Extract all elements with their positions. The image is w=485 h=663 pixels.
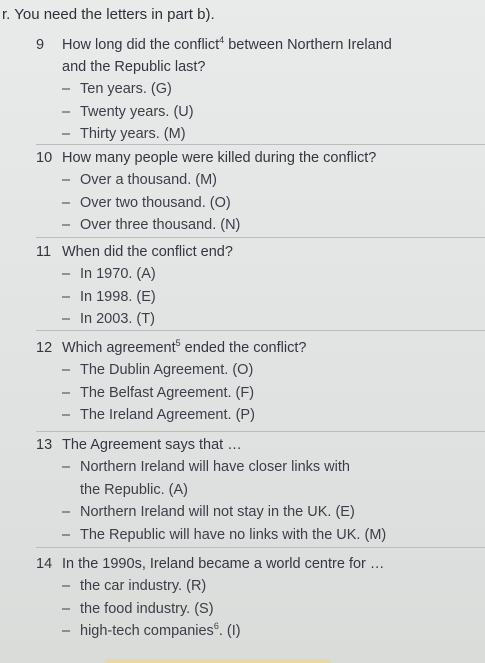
dash: – xyxy=(62,526,71,543)
dash: – xyxy=(62,288,71,305)
dash: – xyxy=(62,126,71,142)
answer-option xyxy=(36,263,476,286)
answer-option xyxy=(36,575,476,598)
dash: – xyxy=(62,384,71,401)
question-number: 10 xyxy=(36,150,53,166)
option-text: Ten years. (G) xyxy=(80,81,172,97)
option-text: The Ireland Agreement. (P) xyxy=(80,407,255,423)
option-text-continued: the Republic. (A) xyxy=(80,481,188,498)
question-text-continued: and the Republic last? xyxy=(62,59,206,75)
answer-option xyxy=(36,524,476,547)
question-13 xyxy=(36,434,476,546)
footnote-marker: 6 xyxy=(213,621,219,631)
dash: – xyxy=(62,311,71,327)
dash: – xyxy=(62,459,71,475)
answer-option xyxy=(36,286,476,309)
option-text: Over three thousand. (N) xyxy=(80,217,241,233)
page-edge-strip xyxy=(105,659,330,663)
divider xyxy=(36,144,485,145)
option-text: Thirty years. (M) xyxy=(80,126,186,142)
question-9 xyxy=(36,34,476,146)
question-text-rest: between Northern Ireland xyxy=(224,37,392,53)
question-number: 9 xyxy=(36,37,45,53)
footnote-marker: 4 xyxy=(219,35,225,45)
question-number: 11 xyxy=(36,244,52,260)
instruction-line: r. You need the letters in part b). xyxy=(2,6,215,23)
dash: – xyxy=(62,407,71,423)
question-number: 13 xyxy=(36,437,53,453)
question-number: 12 xyxy=(36,340,53,356)
option-text: In 1970. (A) xyxy=(80,266,156,282)
question-text: How many people were killed during the conflict? xyxy=(62,150,377,166)
answer-option xyxy=(36,123,476,146)
question-9-line-1 xyxy=(36,34,476,56)
option-text: In 2003. (T) xyxy=(80,311,155,327)
dash: – xyxy=(62,217,71,233)
option-text: The Belfast Agreement. (F) xyxy=(80,384,255,401)
question-12 xyxy=(36,337,476,427)
answer-option xyxy=(36,101,476,124)
answer-option xyxy=(36,404,476,427)
answer-option xyxy=(36,214,476,237)
divider xyxy=(36,547,485,548)
dash: – xyxy=(62,172,71,188)
dash: – xyxy=(62,266,71,282)
question-text: The Agreement says that … xyxy=(62,437,242,453)
question-text-rest: ended the conflict? xyxy=(180,340,307,356)
option-text-rest: . (I) xyxy=(218,623,241,639)
answer-option xyxy=(36,359,476,382)
question-text: How long did the conflict xyxy=(62,37,220,53)
dash: – xyxy=(62,81,71,97)
option-text: high-tech companies xyxy=(80,623,214,639)
dash: – xyxy=(62,504,71,520)
dash: – xyxy=(62,194,71,211)
question-text: Which agreement xyxy=(62,340,176,356)
question-number: 14 xyxy=(36,556,53,572)
question-text: When did the conflict end? xyxy=(62,244,233,260)
question-text: In the 1990s, Ireland became a world centre for … xyxy=(62,556,385,572)
divider xyxy=(36,330,485,331)
question-11 xyxy=(36,241,476,331)
footnote-marker: 5 xyxy=(175,338,181,348)
answer-option xyxy=(36,456,476,479)
option-text: In 1998. (E) xyxy=(80,288,156,305)
question-14 xyxy=(36,553,476,643)
dash: – xyxy=(62,600,71,617)
dash: – xyxy=(62,362,71,378)
divider xyxy=(36,237,485,238)
answer-option xyxy=(36,620,476,643)
answer-option xyxy=(36,169,476,192)
option-text: The Dublin Agreement. (O) xyxy=(80,362,254,378)
answer-option xyxy=(36,78,476,101)
option-text: Twenty years. (U) xyxy=(80,103,194,120)
option-text: Northern Ireland will have closer links with xyxy=(80,459,350,475)
option-text: the food industry. (S) xyxy=(80,600,214,617)
answer-option xyxy=(36,501,476,524)
answer-option xyxy=(36,192,476,215)
dash: – xyxy=(62,578,71,594)
option-text: Over two thousand. (O) xyxy=(80,194,231,211)
option-text: Over a thousand. (M) xyxy=(80,172,217,188)
question-10 xyxy=(36,147,476,237)
dash: – xyxy=(62,623,71,639)
option-text: Northern Ireland will not stay in the UK. (E) xyxy=(80,504,355,520)
option-text: The Republic will have no links with the UK. (M) xyxy=(80,526,387,543)
option-text: the car industry. (R) xyxy=(80,578,207,594)
answer-option xyxy=(36,598,476,621)
dash: – xyxy=(62,103,71,120)
answer-option xyxy=(36,308,476,331)
answer-option xyxy=(36,382,476,405)
divider xyxy=(36,431,485,432)
